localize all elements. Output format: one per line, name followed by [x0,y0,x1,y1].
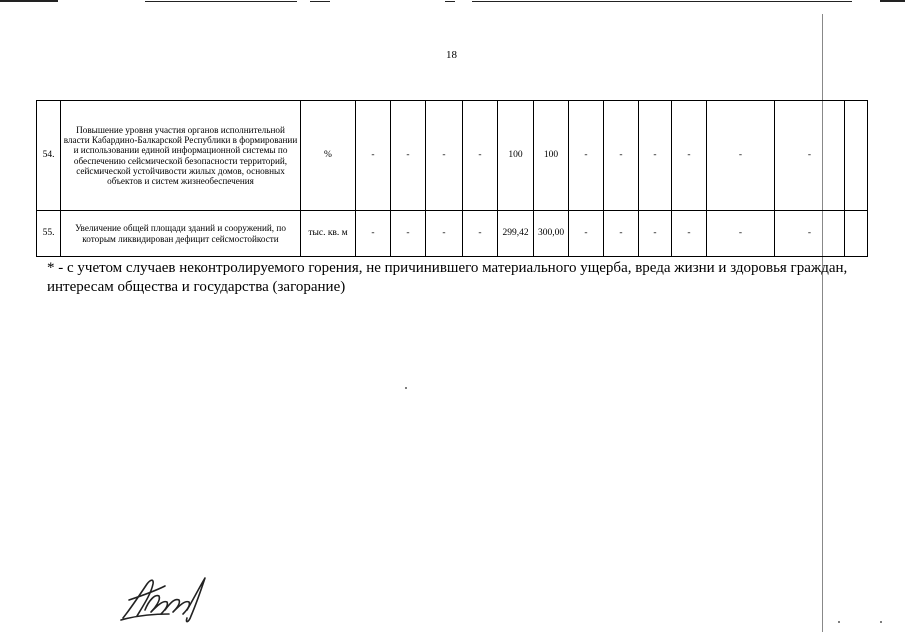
value-cell: 299,42 [498,211,534,257]
value-cell: - [672,101,707,211]
value-cell: - [569,101,604,211]
scan-line [472,1,852,2]
unit-cell: тыс. кв. м [301,211,356,257]
value-cell: - [426,211,463,257]
scan-line [310,1,330,2]
value-cell: - [604,211,639,257]
value-cell: - [391,101,426,211]
value-cell: - [639,211,672,257]
indicator-name: Увеличение общей площади зданий и сооружений, по которым ликвидирован дефицит сейсмостойкости [61,211,301,257]
value-cell: 300,00 [534,211,569,257]
value-cell: - [426,101,463,211]
scan-speck [880,621,882,623]
value-cell: - [463,101,498,211]
value-cell: - [569,211,604,257]
value-cell: - [463,211,498,257]
value-cell: - [639,101,672,211]
scan-line [0,0,58,2]
value-cell: - [391,211,426,257]
table-row [37,101,868,211]
scan-line [880,0,905,2]
value-cell: - [775,101,845,211]
footnote: * - с учетом случаев неконтролируемого горения, не причинившего материального ущерба, вреда жизни и здоровья граждан, интересам общества и государства (загорание) [47,260,848,296]
scan-line [145,1,297,2]
row-number: 55. [37,211,61,257]
page-number: 18 [446,49,457,61]
unit-cell: % [301,101,356,211]
value-cell: - [356,101,391,211]
signature-image [117,570,213,626]
table-row [37,211,868,257]
value-cell: - [775,211,845,257]
value-cell: - [707,211,775,257]
value-cell [845,101,868,211]
value-cell: - [604,101,639,211]
value-cell [845,211,868,257]
value-cell: 100 [498,101,534,211]
value-cell: - [356,211,391,257]
indicators-table [36,100,868,257]
scan-speck [405,387,407,389]
scan-line [445,1,455,2]
scan-speck [838,621,840,623]
indicator-name: Повышение уровня участия органов исполнительной власти Кабардино-Балкарской Республики в формировании и использовании единой информационной системы по обеспечению сейсмической безопасности территорий, сейсмической устойчивости жилых домов, основных объектов и систем жизнеобеспечения [61,101,301,211]
value-cell: - [672,211,707,257]
value-cell: 100 [534,101,569,211]
value-cell: - [707,101,775,211]
row-number: 54. [37,101,61,211]
